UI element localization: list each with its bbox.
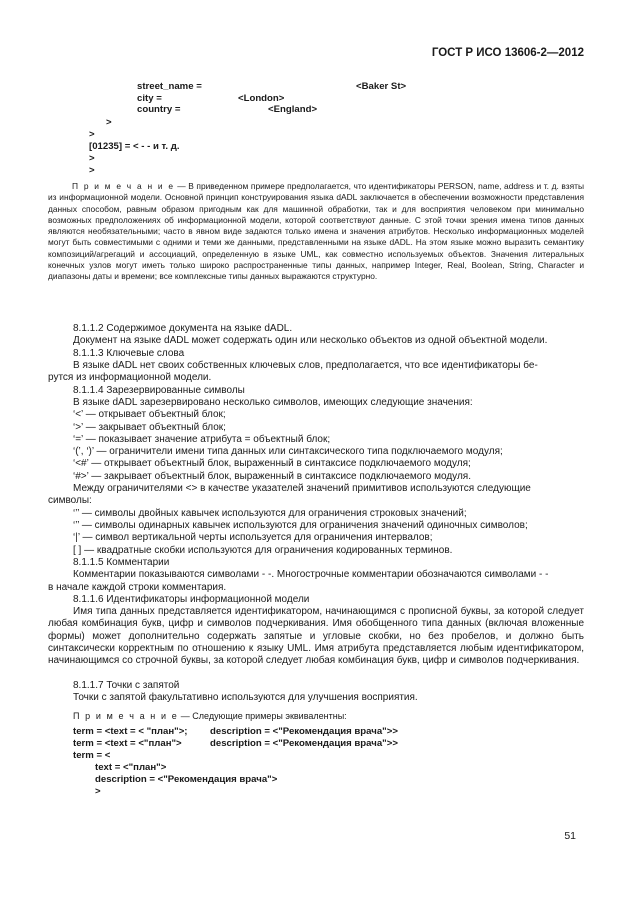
section-heading: 8.1.1.7 Точки с запятой [73,680,180,691]
code-line: description = <"Рекомендация врача">> [210,726,398,737]
list-item: ‘<’ — открывает объектный блок; [73,409,226,420]
code-close: > [89,129,95,140]
code-close: > [106,117,112,128]
body-line: рутся из информационной модели. [48,372,212,383]
section-heading: 8.1.1.3 Ключевые слова [73,348,185,359]
code-country-value: <England> [268,104,318,115]
document-header: ГОСТ Р ИСО 13606-2—2012 [431,47,584,59]
list-item: ‘(’, ‘)’ — ограничители имени типа данных или синтаксического типа подключаемого модуля; [73,446,503,457]
body-paragraph: Имя типа данных представляется идентификатором, начинающимся с прописной буквы, за которой следует любая комбинация букв, цифр и символов подчеркивания. Имя обобщенного типа данных (включая вложенные формы) может дополнительно содержать запятые и угловые скобки, но без пробелов, и должно быть синтаксически корректным по отношению к языку UML. Имя атрибута представляется любым идентификатором, начинающимся со строчной буквы, за которой следует любая комбинация букв, цифр и символов подчеркивания. [48,606,584,667]
code-line: description = <"Рекомендация врача">> [210,738,398,749]
note-text: — Следующие примеры эквивалентны: [178,711,347,721]
body-line: В языке dADL нет своих собственных ключевых слов, предполагается, что все идентификаторы бе- [73,360,538,371]
note-paragraph [48,181,584,283]
note-line [73,710,347,722]
list-item: ‘>’ — закрывает объектный блок; [73,422,226,433]
code-line: term = <text = < "план">; [73,726,188,737]
list-item: ‘=’ — показывает значение атрибута = объектный блок; [73,434,331,445]
code-line: term = <text = <"план"> [73,738,182,749]
body-line: Точки с запятой факультативно используются для улучшения восприятия. [73,692,418,703]
section-heading: 8.1.1.6 Идентификаторы информационной модели [73,594,310,605]
code-close: > [89,153,95,164]
code-street-name-value: <Baker St> [356,81,407,92]
code-country-label: country = [137,104,181,115]
code-line: > [95,786,101,797]
note-prefix: П р и м е ч а н и е [73,711,179,721]
code-line: term = < [73,750,111,761]
body-line: Комментарии показываются символами - -. Многострочные комментарии обозначаются символами - - [73,569,549,580]
list-item: ‘’’ — символы одинарных кавычек используются для ограничения значений одиночных символов; [73,520,528,531]
list-item: ‘’’ — символы двойных кавычек используются для ограничения строковых значений; [73,508,467,519]
body-line: В языке dADL зарезервировано несколько символов, имеющих следующие значения: [73,397,473,408]
code-city-value: <London> [238,93,285,104]
code-close: > [89,165,95,176]
section-heading: 8.1.1.2 Содержимое документа на языке dADL. [73,323,293,334]
code-line: text = <"план"> [95,762,167,773]
section-heading: 8.1.1.4 Зарезервированные символы [73,385,245,396]
section-heading: 8.1.1.5 Комментарии [73,557,170,568]
list-item: ‘#>’ — закрывает объектный блок, выраженный в синтаксисе подключаемого модуля. [73,471,471,482]
body-line: символы: [48,495,92,506]
code-item-line: [01235] = < - - и т. д. [89,141,180,152]
body-line: Между ограничителями <> в качестве указателей значений примитивов используются следующие [73,483,531,494]
list-item: ‘|’ — символ вертикальной черты используется для ограничения интервалов; [73,532,433,543]
code-line: description = <"Рекомендация врача"> [95,774,278,785]
note-prefix: П р и м е ч а н и е [72,181,175,191]
list-item: ‘<#’ — открывает объектный блок, выраженный в синтаксисе подключаемого модуля; [73,458,471,469]
page-number: 51 [564,830,576,842]
code-city-label: city = [137,93,162,104]
list-item: [ ] — квадратные скобки используются для ограничения кодированных терминов. [73,545,453,556]
body-line: Документ на языке dADL может содержать один или несколько объектов из одной объектной модели. [73,335,548,346]
note-text: — В приведенном примере предполагается, что идентификаторы PERSON, name, address и т. д. взяты из информационной модели. Основной принцип конструирования языка dADL заключается в обеспечении возможности представления данных способом, равным образом пригодным как для машинной обработки, так и для восприятия человеком при минимально возможных предположениях об информационной модели, которой соответствуют данные. С этой точки зрения имена типов данных являются необязательными; часто в явном виде задаются только имена и значения атрибутов. Несколько информационных моделей могут быть совместимыми с одними и теми же данными, представленными на языке dADL. На этом языке можно выразить семантику композиций/агрегаций и ассоциаций, определенную в языке UML, как совместно используемых объектов. Значения литеральных конечных узлов могут иметь только широко распространенные типы данных, например Integer, Real, Boolean, String, Character и диапазоны даты и времени; все комплексные типы данных выражаются структурно. [48,181,584,282]
body-line: в начале каждой строки комментария. [48,582,227,593]
code-street-name-label: street_name = [137,81,202,92]
